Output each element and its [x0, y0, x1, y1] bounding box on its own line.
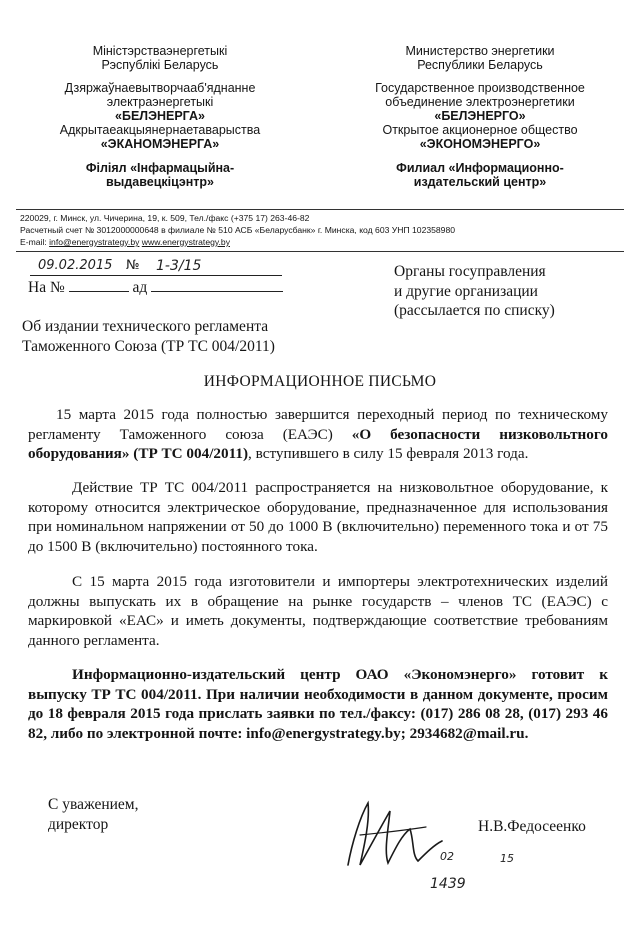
p1-text-2: , вступившего в силу 15 февраля 2013 года. — [248, 445, 529, 462]
recipient-block — [394, 262, 555, 321]
subject-line-1: Об издании технического регламента — [22, 318, 269, 335]
recipient-line-3: (рассылается по списку) — [394, 302, 555, 319]
org-line-2: объединение электроэнергетики — [385, 95, 575, 109]
paragraph-1 — [28, 405, 608, 464]
reference-underline — [30, 275, 282, 276]
closing-position: директор — [48, 815, 109, 833]
org-line-1: Дзяржаўнаевытворчааб'яднанне — [64, 81, 256, 95]
ministry-line-2: Рэспублікі Беларусь — [101, 58, 219, 72]
email-link[interactable]: info@energystrategy.by — [49, 237, 140, 247]
document-title: ИНФОРМАЦИОННОЕ ПИСЬМО — [203, 373, 437, 390]
paragraph-2: Действие ТР ТС 004/2011 распространяется на низковольтное оборудование, к которому относится электрическое оборудование, предназначенное для использования при номинальном напряжении от 50 до 1000 В (включительно) переменного тока и от 75 до 1500 В (включительно) постоянного тока. — [28, 479, 608, 555]
contact-divider — [16, 251, 624, 252]
ministry-line-1: Міністэрстваэнергетыкі — [92, 44, 228, 58]
org-line-2: электраэнергетыкі — [106, 95, 214, 109]
signature — [330, 795, 460, 875]
header-right — [320, 44, 640, 189]
ministry-line-1: Министерство энергетики — [405, 44, 555, 58]
incoming-reference — [28, 279, 283, 297]
recipient-line-1: Органы госуправления — [394, 263, 546, 280]
email-line — [20, 236, 455, 248]
signatory-name: Н.В.Федосеенко — [478, 818, 586, 835]
email-label: E-mail: — [20, 237, 47, 247]
subject-block — [22, 317, 275, 356]
p1-text-1: 15 марта 2015 года полностью завершится переходный период по техническому регламенту Таможенного союза (ЕАЭС) — [28, 406, 608, 443]
number-sign: № — [126, 258, 140, 273]
stamp-year: 15 — [500, 852, 514, 865]
website-link[interactable]: www.energystrategy.by — [141, 237, 230, 247]
subject-line-2: Таможенного Союза (ТР ТС 004/2011) — [22, 337, 275, 355]
bank-account: Расчетный счет № 3012000000648 в филиале № 510 АСБ «Беларусбанк» г. Минска, код 603 УНП 102358980 — [20, 225, 456, 235]
handwritten-date: 09.02.2015 — [38, 258, 113, 273]
p1-regulation-name: «О безопасности низковольтного оборудования» (ТР ТС 004/2011) — [28, 425, 608, 462]
company-name: «ЭКАНОМЭНЕРГА» — [100, 137, 220, 151]
stamp-day: 02 — [440, 850, 454, 863]
branch-line-2: издательский центр» — [413, 175, 547, 189]
company-line: Открытое акционерное общество — [382, 123, 578, 137]
contact-block — [20, 212, 455, 248]
header-divider — [16, 209, 624, 210]
org-line-1: Государственное производственное — [375, 81, 585, 95]
recipient-line-2: и другие организации — [394, 282, 538, 300]
branch-line-1: Филиал «Информационно- — [396, 161, 564, 175]
branch-line-1: Філіял «Інфармацыйна- — [85, 161, 235, 175]
to-blank — [69, 291, 129, 292]
from-blank — [151, 291, 283, 292]
closing-block — [48, 795, 139, 834]
ministry-line-2: Республики Беларусь — [417, 58, 543, 72]
outgoing-reference — [26, 256, 288, 278]
header-left — [0, 44, 320, 189]
company-name: «ЭКОНОМЭНЕРГО» — [419, 137, 541, 151]
org-name: «БЕЛЭНЕРГО» — [434, 109, 526, 123]
from-label: ад — [132, 279, 148, 296]
org-name: «БЕЛЭНЕРГА» — [115, 109, 205, 123]
address: 220029, г. Минск, ул. Чичерина, 19, к. 509, Тел./факс (+375 17) 263-46-82 — [20, 213, 310, 223]
company-line: Адкрытаеакцыянернаетаварыства — [59, 123, 261, 137]
handwritten-number: 1-3/15 — [156, 258, 202, 274]
paragraph-4: Информационно-издательский центр ОАО «Экономэнерго» готовит к выпуску ТР ТС 004/2011. При наличии необходимости в данном документе, просим до 18 февраля 2015 года прислать заявки по тел./факсу: (017) 286 08 28, (017) 293 46 82, либо по электронной почте: info@energystrategy.by; 2934682@mail.ru. — [28, 666, 608, 742]
paragraph-3: С 15 марта 2015 года изготовители и импортеры электротехнических изделий должны выпускать их в обращение на рынке государств – членов ТС (ЕАЭС) с маркировкой «ЕАС» и иметь документы, подтверждающие соответствие требованиям данного регламента. — [28, 573, 608, 649]
stamp-number: 1439 — [430, 876, 466, 892]
to-label: На № — [28, 279, 65, 296]
closing-regards: С уважением, — [48, 796, 139, 813]
branch-line-2: выдавецкіцэнтр» — [106, 175, 214, 189]
